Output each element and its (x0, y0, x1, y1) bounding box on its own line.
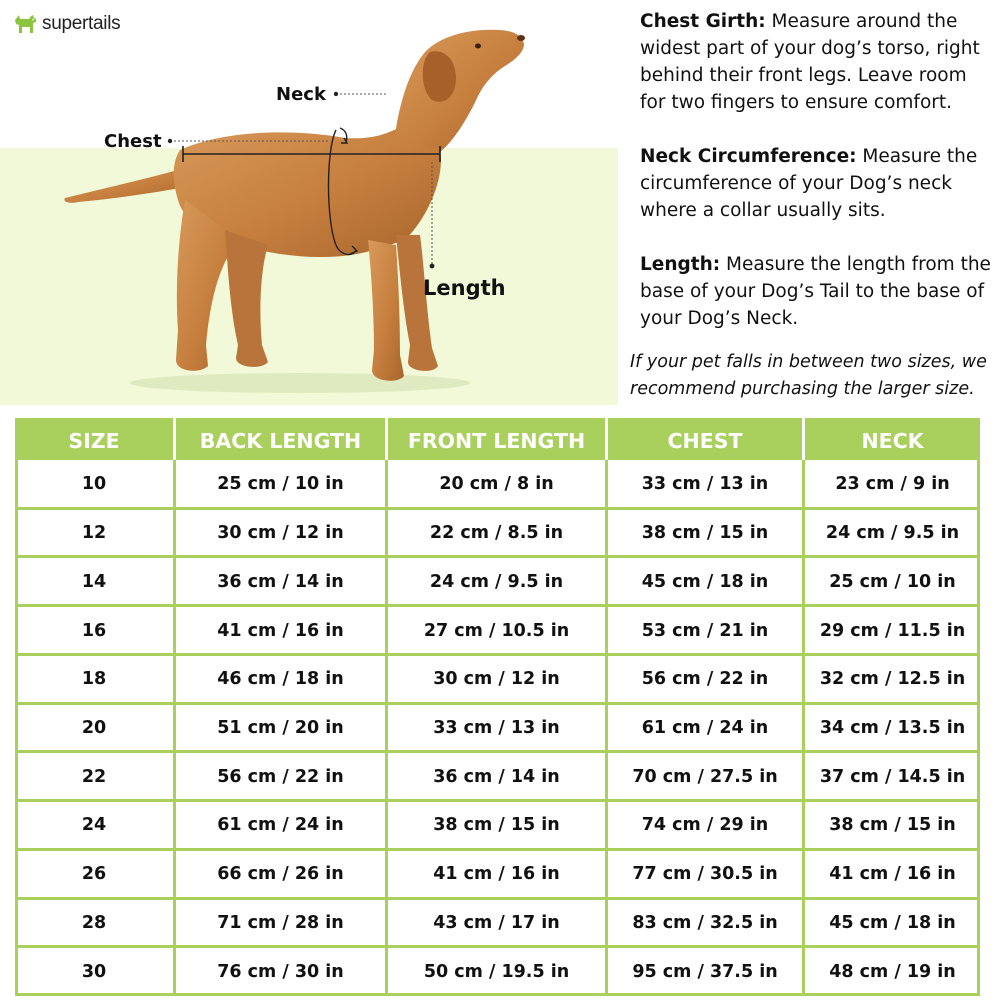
measurement-instructions (640, 8, 995, 359)
instruction-text: Measure around the widest part of your dog’s torso, right behind their front legs. Leave room for two fingers to ensure comfort. (640, 11, 980, 113)
cell-chest: 38 cm / 15 in (641, 523, 769, 544)
cell-back-length: 30 cm / 12 in (217, 523, 344, 544)
header-size: SIZE (68, 429, 120, 453)
table-row (15, 655, 980, 704)
cell-front-length: 38 cm / 15 in (433, 815, 560, 836)
instruction-term: Chest Girth: (640, 11, 766, 32)
cell-chest: 83 cm / 32.5 in (632, 912, 778, 933)
size-chart-table (15, 418, 980, 996)
cell-size: 26 (81, 864, 107, 885)
cell-neck: 41 cm / 16 in (829, 864, 956, 885)
chest-callout-label: Chest (104, 131, 162, 152)
header-chest: CHEST (667, 429, 743, 453)
cell-front-length: 33 cm / 13 in (433, 717, 560, 738)
cell-size: 18 (81, 669, 107, 690)
cell-chest: 77 cm / 30.5 in (632, 864, 778, 885)
cell-chest: 56 cm / 22 in (641, 669, 769, 690)
table-row (15, 509, 980, 558)
cell-chest: 74 cm / 29 in (641, 815, 769, 836)
cell-chest: 45 cm / 18 in (641, 571, 769, 592)
cell-size: 16 (81, 620, 107, 641)
instruction-text: Measure the circumference of your Dog’s neck where a collar usually sits. (640, 146, 978, 221)
cell-neck: 25 cm / 10 in (829, 571, 956, 592)
cell-back-length: 41 cm / 16 in (217, 620, 344, 641)
cell-chest: 70 cm / 27.5 in (632, 766, 778, 787)
table-row (15, 704, 980, 753)
cell-back-length: 71 cm / 28 in (217, 912, 344, 933)
brand-name: supertails (42, 13, 121, 34)
instruction-term: Length: (640, 254, 721, 275)
measurement-illustration (0, 0, 620, 405)
row-divider (15, 993, 980, 996)
table-header (15, 418, 980, 460)
cell-back-length: 51 cm / 20 in (217, 717, 344, 738)
cell-back-length: 76 cm / 30 in (217, 961, 344, 982)
cell-back-length: 66 cm / 26 in (217, 864, 344, 885)
sizing-note: If your pet falls in between two sizes, we recommend purchasing the larger size. (630, 352, 987, 399)
instruction-term: Neck Circumference: (640, 146, 857, 167)
cell-size: 10 (81, 474, 107, 495)
cell-neck: 29 cm / 11.5 in (819, 620, 966, 641)
header-neck: NECK (861, 429, 924, 453)
cell-neck: 34 cm / 13.5 in (819, 717, 966, 738)
cell-front-length: 20 cm / 8 in (439, 474, 554, 495)
cell-size: 24 (81, 815, 107, 836)
cell-front-length: 27 cm / 10.5 in (423, 620, 570, 641)
table-body (15, 460, 980, 996)
cell-chest: 61 cm / 24 in (641, 717, 769, 738)
table-row (15, 557, 980, 606)
cell-size: 20 (81, 717, 107, 738)
cell-size: 12 (81, 523, 107, 544)
cell-front-length: 22 cm / 8.5 in (429, 523, 564, 544)
table-row (15, 752, 980, 801)
cell-back-length: 36 cm / 14 in (217, 571, 344, 592)
cell-size: 28 (81, 912, 107, 933)
instruction-text: Measure the length from the base of your Dog’s Tail to the base of your Dog’s Neck. (640, 254, 991, 329)
cell-neck: 48 cm / 19 in (829, 961, 956, 982)
cell-size: 22 (81, 766, 107, 787)
table-row (15, 460, 980, 509)
cell-front-length: 43 cm / 17 in (433, 912, 560, 933)
cell-neck: 45 cm / 18 in (829, 912, 956, 933)
cell-front-length: 50 cm / 19.5 in (423, 961, 570, 982)
chest-girth-instruction (640, 8, 995, 116)
cell-back-length: 25 cm / 10 in (217, 474, 344, 495)
cell-chest: 95 cm / 37.5 in (632, 961, 778, 982)
cell-front-length: 30 cm / 12 in (433, 669, 560, 690)
dog-illustration (0, 0, 620, 405)
length-instruction (640, 251, 995, 332)
neck-circumference-instruction (640, 143, 995, 224)
table-row (15, 899, 980, 948)
cell-neck: 24 cm / 9.5 in (825, 523, 960, 544)
cell-chest: 33 cm / 13 in (641, 474, 769, 495)
table-row (15, 850, 980, 899)
length-callout-label: Length (423, 276, 506, 300)
table-row (15, 947, 980, 996)
cell-back-length: 61 cm / 24 in (217, 815, 344, 836)
cell-front-length: 41 cm / 16 in (433, 864, 560, 885)
header-back-length: BACK LENGTH (199, 429, 362, 453)
cell-front-length: 36 cm / 14 in (433, 766, 560, 787)
cell-neck: 38 cm / 15 in (829, 815, 956, 836)
cell-neck: 32 cm / 12.5 in (819, 669, 966, 690)
cell-back-length: 56 cm / 22 in (217, 766, 344, 787)
table-row (15, 606, 980, 655)
cell-neck: 37 cm / 14.5 in (819, 766, 966, 787)
neck-callout-label: Neck (276, 84, 326, 105)
header-front-length: FRONT LENGTH (407, 429, 586, 453)
table-row (15, 801, 980, 850)
cell-back-length: 46 cm / 18 in (217, 669, 344, 690)
cell-size: 14 (81, 571, 107, 592)
cell-chest: 53 cm / 21 in (641, 620, 769, 641)
cell-neck: 23 cm / 9 in (835, 474, 950, 495)
cell-front-length: 24 cm / 9.5 in (429, 571, 564, 592)
cell-size: 30 (81, 961, 107, 982)
